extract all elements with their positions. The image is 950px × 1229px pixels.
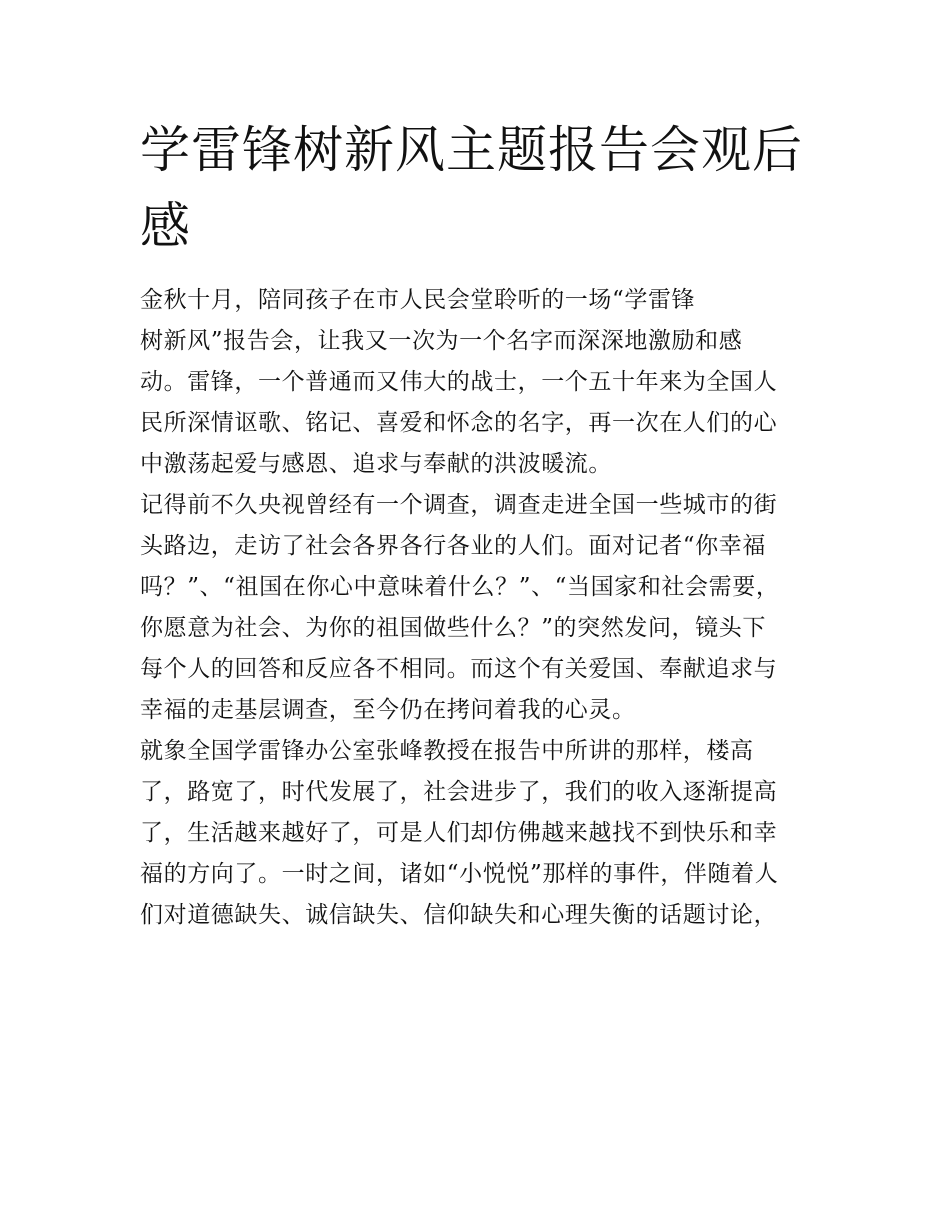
text-line: 树新风”报告会，让我又一次为一个名字而深深地激励和感 bbox=[140, 328, 743, 354]
text-line: 吗？”、“祖国在你心中意味着什么？”、“当国家和社会需要， bbox=[140, 574, 780, 600]
paragraph-3 bbox=[140, 731, 830, 936]
text-line: 了，路宽了，时代发展了，社会进步了，我们的收入逐渐提高 bbox=[140, 779, 778, 805]
document-body bbox=[140, 280, 830, 936]
text-line: 了，生活越来越好了，可是人们却仿佛越来越找不到快乐和幸 bbox=[140, 820, 778, 846]
text-line: 就象全国学雷锋办公室张峰教授在报告中所讲的那样，楼高 bbox=[140, 738, 754, 764]
text-line: 幸福的走基层调查，至今仍在拷问着我的心灵。 bbox=[140, 697, 636, 723]
text-line: 中激荡起爱与感恩、追求与奉献的洪波暖流。 bbox=[140, 451, 612, 477]
paragraph-2 bbox=[140, 485, 830, 731]
text-line: 每个人的回答和反应各不相同。而这个有关爱国、奉献追求与 bbox=[140, 656, 778, 682]
text-line: 民所深情讴歌、铭记、喜爱和怀念的名字，再一次在人们的心 bbox=[140, 410, 778, 436]
text-line: 记得前不久央视曾经有一个调查，调查走进全国一些城市的街 bbox=[140, 492, 778, 518]
paragraph-1 bbox=[140, 280, 830, 485]
text-line: 福的方向了。一时之间，诸如“小悦悦”那样的事件，伴随着人 bbox=[140, 861, 779, 887]
text-line: 你愿意为社会、为你的祖国做些什么？”的突然发问，镜头下 bbox=[140, 615, 766, 641]
text-line: 们对道德缺失、诚信缺失、信仰缺失和心理失衡的话题讨论， bbox=[140, 902, 778, 928]
text-line: 头路边，走访了社会各界各行各业的人们。面对记者“你幸福 bbox=[140, 533, 766, 559]
text-line: 金秋十月，陪同孩子在市人民会堂聆听的一场“学雷锋 bbox=[140, 287, 696, 313]
title-line: 学雷锋树新风主题报告会观后 bbox=[140, 121, 803, 179]
text-line: 动。雷锋，一个普通而又伟大的战士，一个五十年来为全国人 bbox=[140, 369, 778, 395]
title-line: 感 bbox=[140, 197, 191, 255]
document-title bbox=[140, 112, 820, 264]
